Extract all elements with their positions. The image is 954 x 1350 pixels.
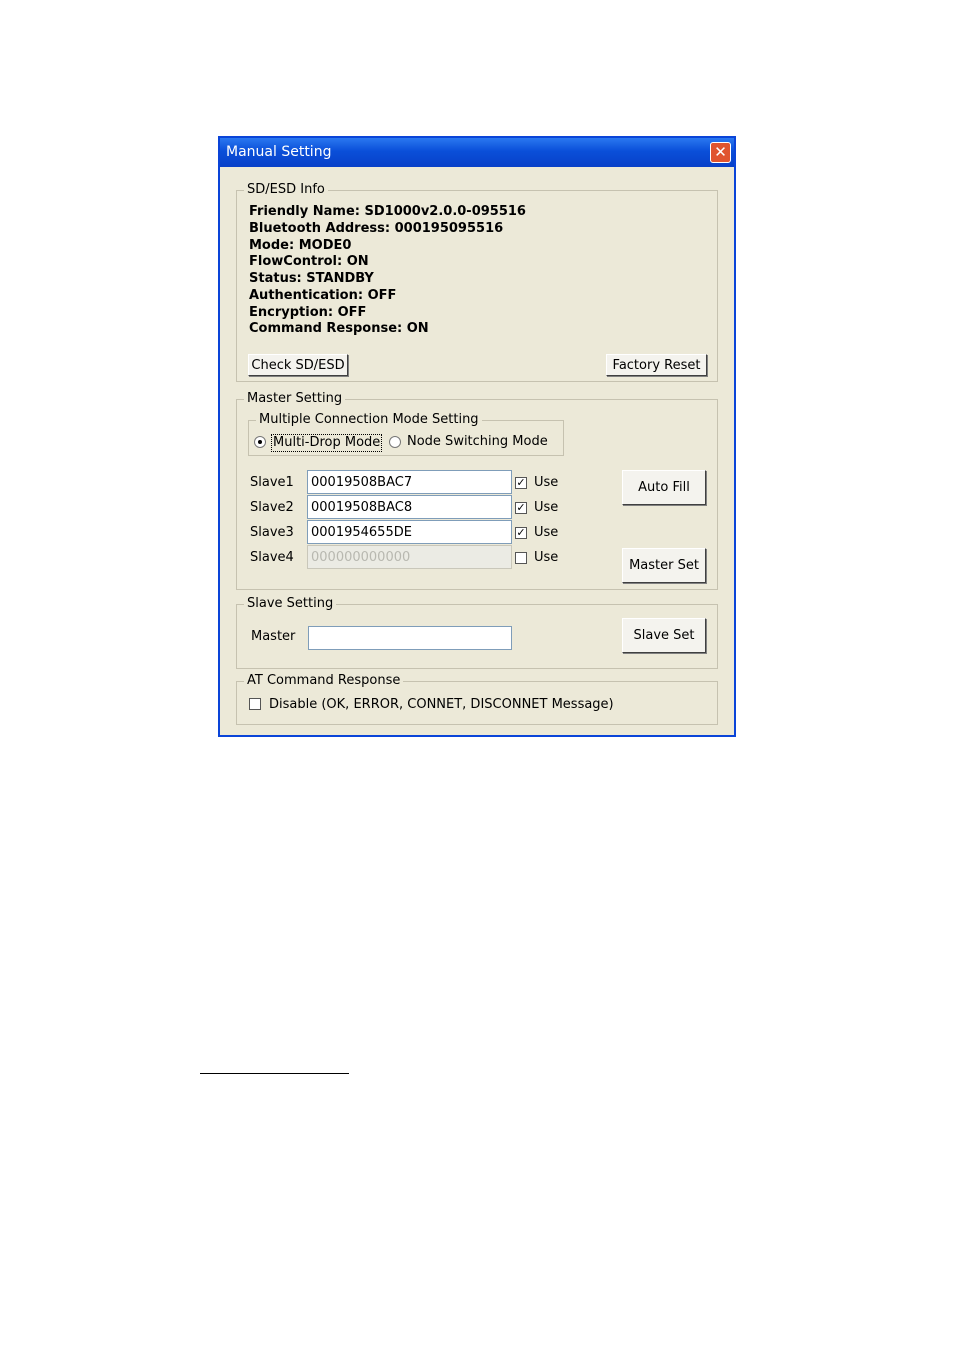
multidrop-radio[interactable] [254, 436, 266, 448]
node-switching-label[interactable]: Node Switching Mode [407, 434, 548, 449]
slave4-use-label[interactable]: Use [534, 550, 559, 565]
slave1-use-label[interactable]: Use [534, 475, 559, 490]
slave3-use-checkbox[interactable]: ✓ [516, 526, 526, 539]
slave1-label: Slave1 [250, 475, 294, 490]
page-underline [200, 1073, 349, 1074]
sd-esd-info-group [236, 182, 718, 382]
info-authentication: Authentication: OFF [249, 288, 397, 303]
auto-fill-button[interactable]: Auto Fill [622, 470, 706, 505]
slave4-label: Slave4 [250, 550, 294, 565]
slave2-address-input[interactable] [307, 495, 512, 519]
info-command-response: Command Response: ON [249, 321, 429, 336]
slave3-address-input[interactable] [307, 520, 512, 544]
slave2-use-label[interactable]: Use [534, 500, 559, 515]
check-sd-esd-button[interactable]: Check SD/ESD [248, 354, 348, 376]
slave2-label: Slave2 [250, 500, 294, 515]
slave1-use-checkbox[interactable]: ✓ [516, 476, 526, 489]
slave3-label: Slave3 [250, 525, 294, 540]
slave4-address-input [307, 545, 512, 569]
connection-mode-group [248, 412, 564, 456]
factory-reset-button[interactable]: Factory Reset [606, 354, 707, 376]
info-flow-control: FlowControl: ON [249, 254, 369, 269]
master-address-label: Master [251, 629, 296, 644]
at-command-response-legend: AT Command Response [244, 673, 403, 689]
disable-messages-label[interactable]: Disable (OK, ERROR, CONNET, DISCONNET Message) [269, 697, 614, 712]
connection-mode-legend: Multiple Connection Mode Setting [256, 412, 482, 428]
title-bar[interactable] [220, 138, 734, 167]
master-setting-group [236, 391, 718, 590]
close-icon[interactable]: ✕ [710, 142, 731, 163]
master-setting-legend: Master Setting [244, 391, 345, 407]
master-address-input[interactable] [308, 626, 512, 650]
info-friendly-name: Friendly Name: SD1000v2.0.0-095516 [249, 204, 526, 219]
slave2-use-checkbox[interactable]: ✓ [516, 501, 526, 514]
at-command-response-group [236, 673, 718, 725]
info-status: Status: STANDBY [249, 271, 374, 286]
info-encryption: Encryption: OFF [249, 305, 367, 320]
sd-esd-info-legend: SD/ESD Info [244, 182, 328, 198]
slave3-use-label[interactable]: Use [534, 525, 559, 540]
slave-setting-group [236, 596, 718, 669]
slave-setting-legend: Slave Setting [244, 596, 336, 612]
window-title: Manual Setting [226, 144, 332, 160]
manual-setting-dialog [218, 136, 736, 737]
info-bluetooth-address: Bluetooth Address: 000195095516 [249, 221, 504, 236]
master-set-button[interactable]: Master Set [622, 548, 706, 583]
slave4-use-checkbox[interactable] [515, 552, 527, 564]
disable-messages-checkbox[interactable] [249, 698, 261, 710]
node-switching-radio[interactable] [389, 436, 401, 448]
slave-set-button[interactable]: Slave Set [622, 618, 706, 653]
slave1-address-input[interactable] [307, 470, 512, 494]
multidrop-label[interactable]: Multi-Drop Mode [273, 435, 381, 450]
info-mode: Mode: MODE0 [249, 238, 352, 253]
